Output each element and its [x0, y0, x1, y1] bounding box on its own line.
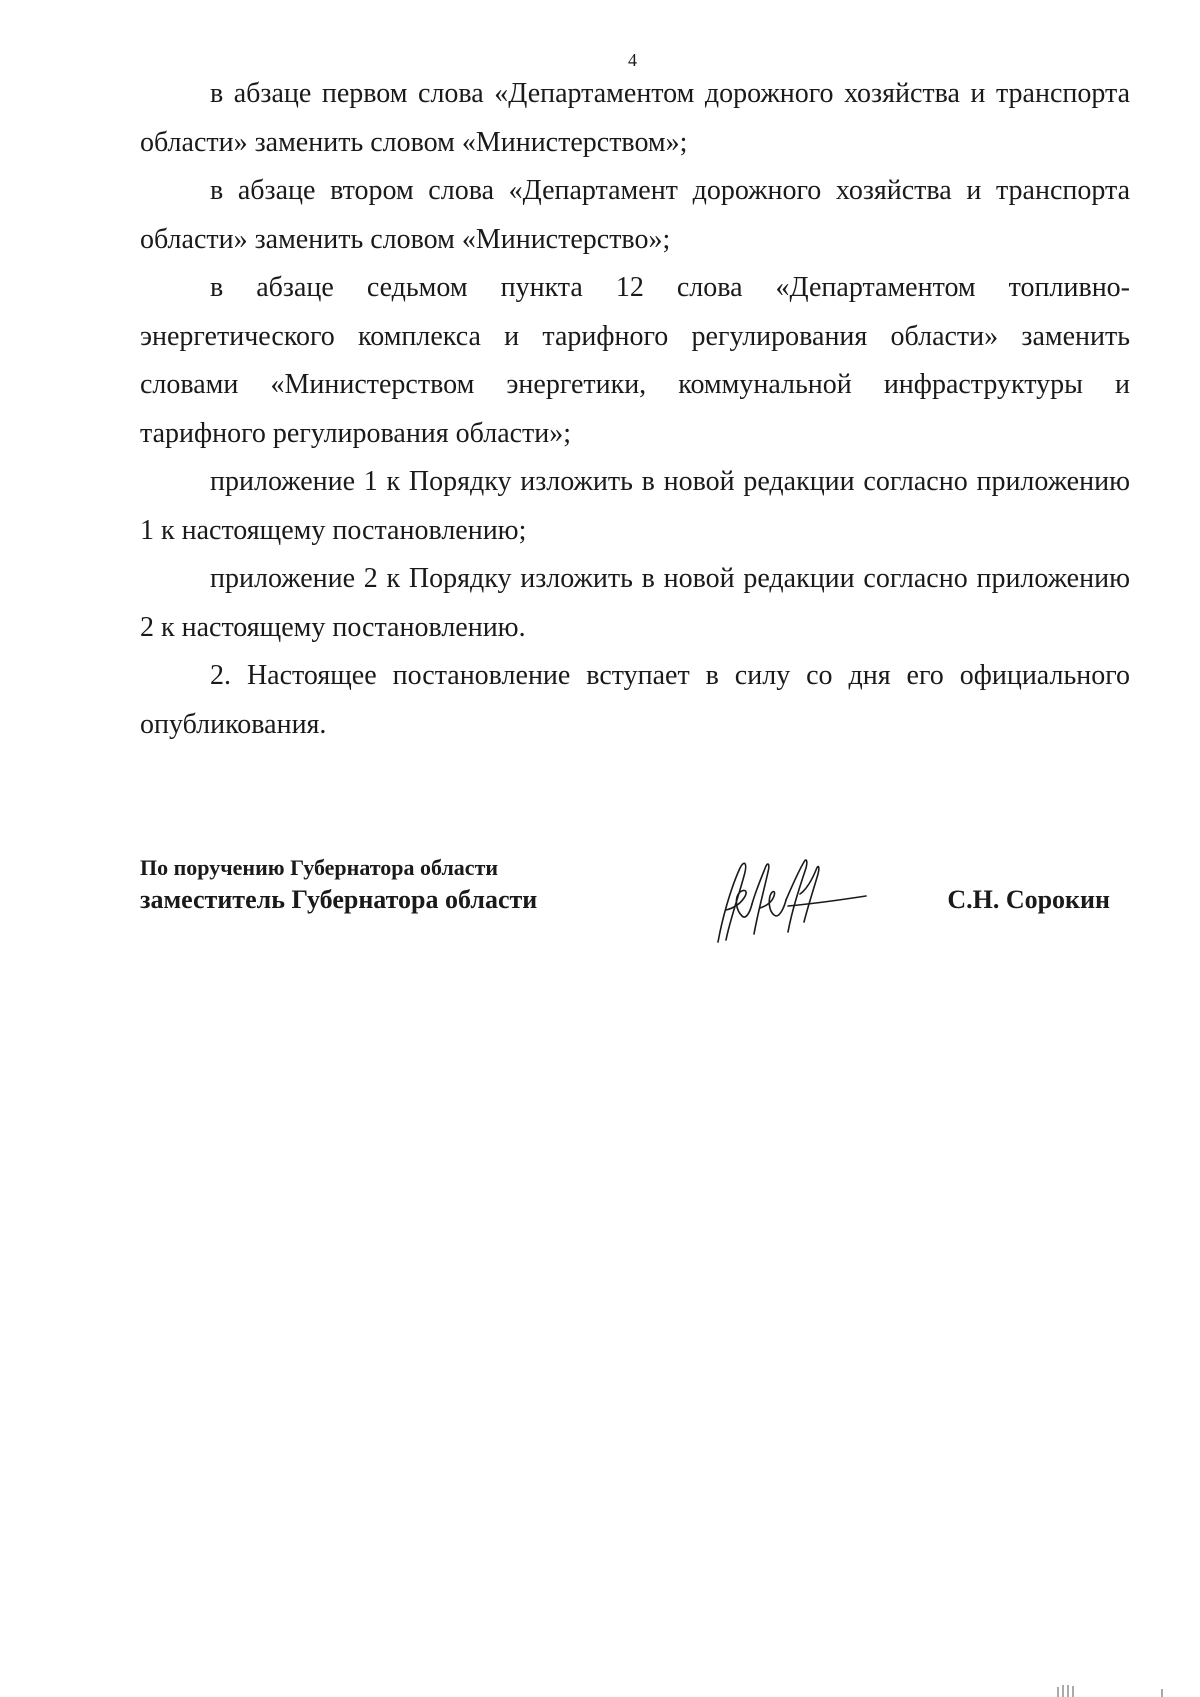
document-body	[140, 70, 1130, 749]
paragraph-5: приложение 2 к Порядку изложить в новой редакции согласно приложению 2 к настоящему постановлению.	[140, 563, 1130, 643]
signatory-position: заместитель Губернатора области	[140, 885, 538, 914]
page-number: 4	[628, 50, 637, 70]
paragraph-2: в абзаце втором слова «Департамент дорожного хозяйства и транспорта области» заменить словом «Министерство»;	[140, 175, 1130, 255]
handwritten-signature	[700, 850, 870, 950]
paragraph-1: в абзаце первом слова «Департаментом дорожного хозяйства и транспорта области» заменить словом «Министерством»;	[140, 78, 1130, 158]
signatory-authority-line: По поручению Губернатора области	[140, 855, 499, 880]
signatory-name: С.Н. Сорокин	[947, 885, 1110, 914]
paragraph-6: 2. Настоящее постановление вступает в силу со дня его официального опубликования.	[140, 660, 1130, 740]
paragraph-4: приложение 1 к Порядку изложить в новой редакции согласно приложению 1 к настоящему постановлению;	[140, 466, 1130, 546]
scan-edge-marks	[1050, 1681, 1170, 1697]
signature-block	[140, 855, 1130, 965]
paragraph-3: в абзаце седьмом пункта 12 слова «Департаментом топливно-энергетического комплекса и тарифного регулирования области» заменить словами «Министерством энергетики, коммунальной инфраструктуры и тарифного регулирования области»;	[140, 272, 1130, 449]
